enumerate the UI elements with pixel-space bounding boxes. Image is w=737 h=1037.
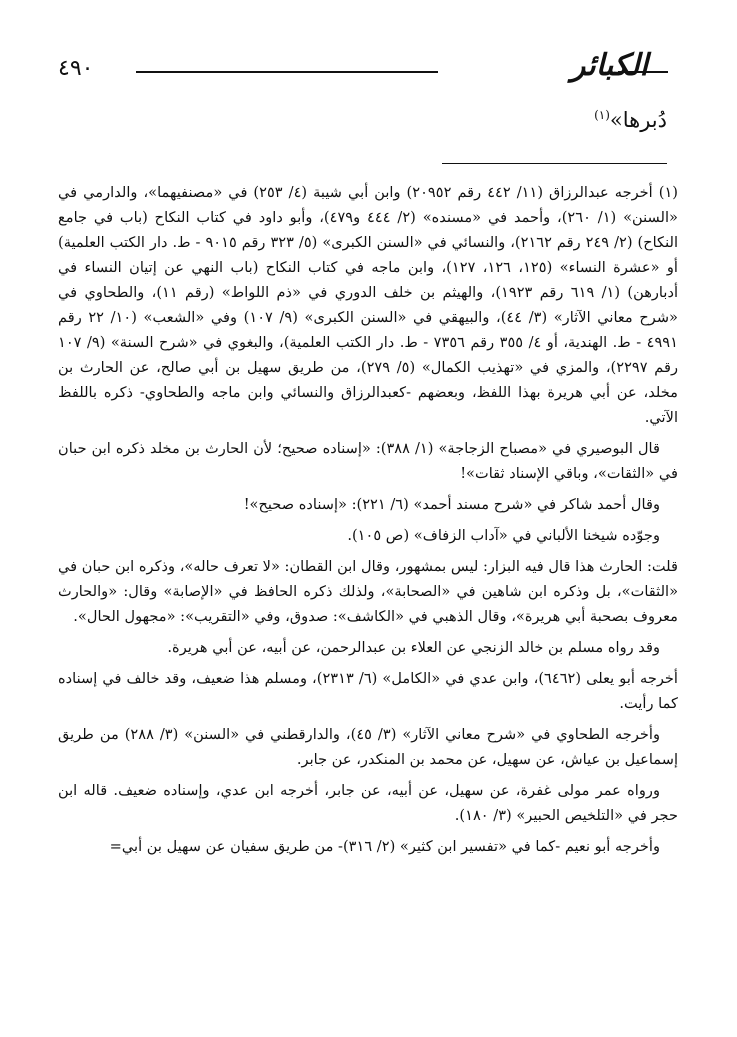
footnote-reference: (١) [594, 108, 610, 122]
footnote-paragraph: أخرجه أبو يعلى (٦٤٦٢)، وابن عدي في «الكامل» (٦/ ٢٣١٣)، ومسلم هذا ضعيف، وقد خالف في إسناده كما رأيت. [58, 670, 678, 712]
footnote-paragraph: وجوّده شيخنا الألباني في «آداب الزفاف» (ص ١٠٥). [347, 527, 660, 544]
footnote-paragraph: وأخرجه أبو نعيم -كما في «تفسير ابن كثير» (٢/ ٣١٦)- من طريق سفيان عن سهيل بن أبي= [109, 838, 660, 855]
footnote-paragraph: قال البوصيري في «مصباح الزجاجة» (١/ ٣٨٨): «إسناده صحيح؛ لأن الحارث بن مخلد ذكره ابن حبان في «الثقات»، وباقي الإسناد ثقات»! [58, 440, 678, 482]
footnote-paragraph: وقال أحمد شاكر في «شرح مسند أحمد» (٦/ ٢٢١): «إسناده صحيح»! [243, 496, 660, 513]
footnote-paragraph: قلت: الحارث هذا قال فيه البزار: ليس بمشهور، وقال ابن القطان: «لا تعرف حاله»، وذكره ابن حبان في «الثقات»، بل وذكره ابن شاهين في «الصحابة»، ولذلك ذكره الحافظ في «الإصابة» وقال: «والحارث معروف بصحبة أبي هريرة»، وقال الذهبي في «الكاشف»: صدوق، وفي «التقريب»: «مجهول الحال». [58, 558, 678, 625]
footnote-paragraph: وأخرجه الطحاوي في «شرح معاني الآثار» (٣/ ٤٥)، والدارقطني في «السنن» (٣/ ٢٨٨) من طريق إسماعيل بن عياش، عن سهيل، عن محمد بن المنكدر، عن جابر. [58, 726, 678, 768]
footnote-separator [442, 163, 667, 164]
footnote-paragraph: وقد رواه مسلم بن خالد الزنجي عن العلاء بن عبدالرحمن، عن أبيه، عن أبي هريرة. [167, 639, 660, 656]
footnote-paragraph: ورواه عمر مولى غفرة، عن سهيل، عن أبيه، عن جابر، أخرجه ابن عدي، وإسناده ضعيف. قاله ابن حجر في «التلخيص الحبير» (٣/ ١٨٠). [58, 782, 678, 824]
header-rule-left [136, 71, 438, 73]
page-header [58, 48, 678, 88]
footnotes [58, 180, 678, 865]
header-rule-right [618, 71, 668, 73]
page-number: ٤٩٠ [58, 56, 94, 81]
main-text-line: دُبرها» [609, 108, 667, 132]
footnote-paragraph: (١) أخرجه عبدالرزاق (١١/ ٤٤٢ رقم ٢٠٩٥٢) وابن أبي شيبة (٤/ ٢٥٣) في «مصنفيهما»، والدارمي في «السنن» (١/ ٢٦٠)، وأحمد في «مسنده» (٢/ ٤٤٤ و٤٧٩)، وأبو داود في كتاب النكاح (باب في جامع النكاح) (٢/ ٢٤٩ رقم ٢١٦٢)، والنسائي في «السنن الكبرى» (٥/ ٣٢٣ رقم ٩٠١٥ - ط. دار الكتب العلمية) أو «عشرة النساء» (١٢٥، ١٢٦، ١٢٧)، وابن ماجه في كتاب النكاح (باب النهي عن إتيان النساء في أدبارهن) (١/ ٦١٩ رقم ١٩٢٣)، والهيثم بن خلف الدوري في «ذم اللواط» (رقم ١١)، والطحاوي في «شرح معاني الآثار» (٣/ ٤٤)، والبيهقي في «السنن الكبرى» (٩/ ١٠٧) وفي «الشعب» (١٠/ ٢٢ رقم ٤٩٩١ - ط. الهندية، أو ٤/ ٣٥٥ رقم ٧٣٥٦ - ط. دار الكتب العلمية)، والبغوي في «شرح السنة» (٩/ ١٠٧ رقم ٢٢٩٧)، والمزي في «تهذيب الكمال» (٥/ ٢٧٩)، من طريق سهيل بن أبي صالح، عن الحارث بن مخلد، عن أبي هريرة بهذا اللفظ، وبعضهم -كعبدالرزاق والنسائي وابن ماجه والطحاوي- ذكره باللفظ الآتي. [58, 184, 679, 426]
main-text [594, 108, 667, 132]
running-title: الكبائر [570, 48, 648, 83]
